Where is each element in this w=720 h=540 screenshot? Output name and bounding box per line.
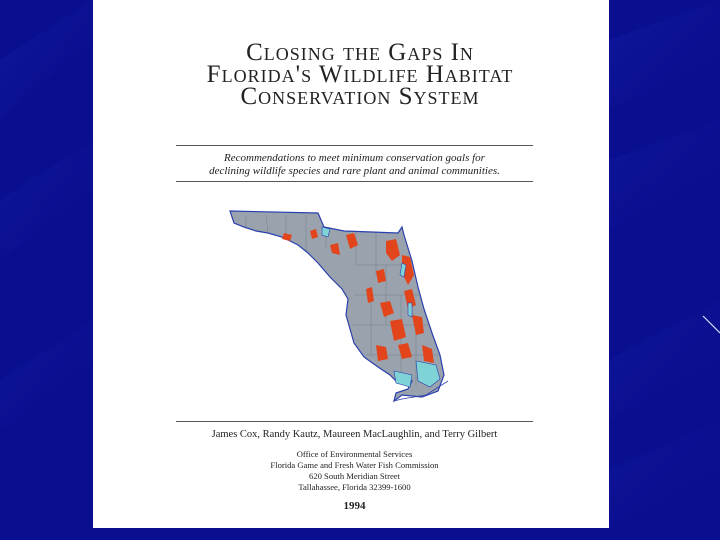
subtitle-line-2: declining wildlife species and rare plant and animal communities.	[209, 165, 500, 177]
office-line-2: Florida Game and Fresh Water Fish Commission	[270, 460, 439, 470]
subtitle-line-1: Recommendations to meet minimum conservation goals for	[224, 152, 485, 164]
title-line-3: Conservation System	[240, 83, 480, 110]
authors-line: James Cox, Randy Kautz, Maureen MacLaughlin, and Terry Gilbert	[211, 429, 498, 440]
office-line-3: 620 South Meridian Street	[309, 471, 400, 481]
report-title	[0, 39, 720, 110]
report-subtitle	[176, 152, 533, 178]
office-line-1: Office of Environmental Services	[296, 449, 413, 459]
title-line-1: Closing the Gaps In	[246, 39, 474, 66]
office-line-4: Tallahassee, Florida 32399-1600	[298, 482, 411, 492]
divider-bottom	[176, 421, 533, 422]
title-line-2: Florida's Wildlife Habitat	[206, 61, 514, 88]
divider-top	[176, 145, 533, 146]
florida-habitat-map	[226, 205, 471, 405]
publication-year: 1994	[343, 500, 366, 512]
divider-middle	[176, 181, 533, 182]
publisher-block	[176, 449, 533, 493]
